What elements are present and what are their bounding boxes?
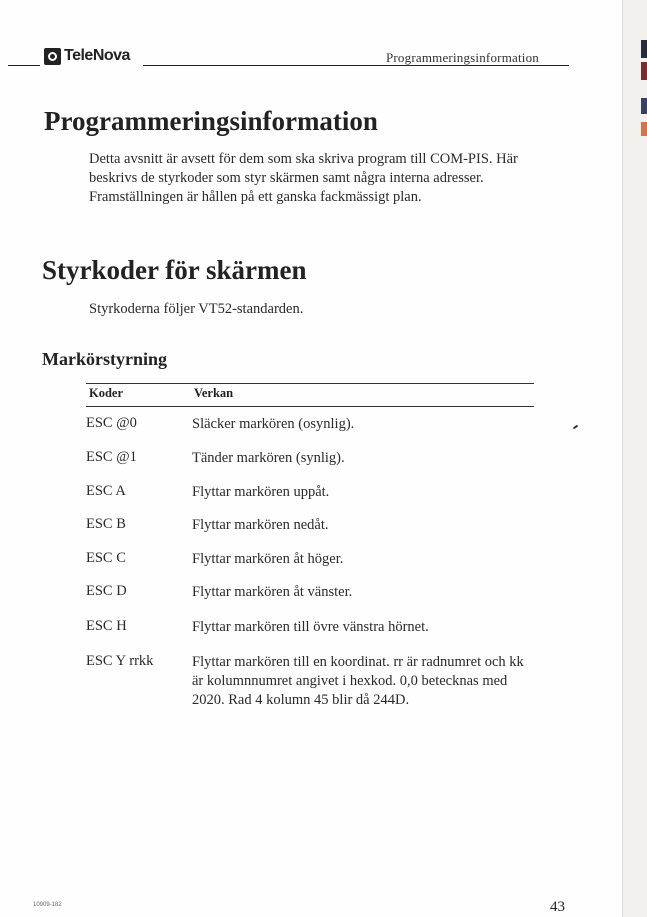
effect-cell: Flyttar markören till övre vänstra hörnet. — [192, 619, 429, 635]
page-edge — [622, 0, 647, 917]
index-tab — [641, 40, 647, 58]
table-rule — [86, 406, 534, 407]
header-rule — [8, 65, 40, 66]
effect-cell: Flyttar markören nedåt. — [192, 517, 329, 533]
code-cell: ESC C — [86, 550, 126, 566]
page-title: Programmeringsinformation — [44, 106, 378, 136]
effect-cell: Flyttar markören åt höger. — [192, 551, 344, 567]
code-cell: ESC Y rrkk — [86, 653, 154, 669]
page-number: 43 — [550, 899, 565, 915]
intro-paragraph: Detta avsnitt är avsett för dem som ska skriva program till COM-PIS. Här beskrivs de styrkoder som styr skärmen samt några interna adresser. Framställningen är hållen på ett ganska fackmässigt plan. — [89, 151, 518, 205]
telenova-logo — [44, 47, 130, 65]
document-code: 10909-182 — [33, 902, 62, 908]
index-tab — [641, 98, 647, 114]
logo-icon — [44, 48, 61, 65]
section-title: Styrkoder för skärmen — [42, 255, 307, 285]
column-header-code: Koder — [89, 386, 124, 400]
code-cell: ESC A — [86, 483, 126, 499]
subsection-title: Markörstyrning — [42, 349, 167, 369]
code-cell: ESC B — [86, 516, 126, 532]
logo-text: TeleNova — [64, 47, 130, 64]
running-head: Programmeringsinformation — [385, 50, 539, 65]
code-cell: ESC D — [86, 583, 127, 599]
margin-mark — [573, 425, 578, 430]
index-tab — [641, 122, 647, 136]
effect-cell: Släcker markören (osynlig). — [192, 416, 355, 432]
code-cell: ESC @1 — [86, 449, 137, 465]
column-header-effect: Verkan — [194, 386, 234, 400]
code-cell: ESC @0 — [86, 415, 137, 431]
effect-cell: Tänder markören (synlig). — [192, 450, 345, 466]
effect-cell: Flyttar markören åt vänster. — [192, 584, 353, 600]
code-cell: ESC H — [86, 618, 127, 634]
table-rule — [86, 383, 534, 384]
effect-cell: Flyttar markören till en koordinat. rr är radnumret och kk är kolumnnumret angivet i hexkod. 0,0 betecknas med 2020. Rad 4 kolumn 45 blir då 244D. — [192, 654, 524, 708]
effect-cell: Flyttar markören uppåt. — [192, 484, 330, 500]
section-lead: Styrkoderna följer VT52-standarden. — [89, 301, 304, 317]
index-tab — [641, 62, 647, 80]
